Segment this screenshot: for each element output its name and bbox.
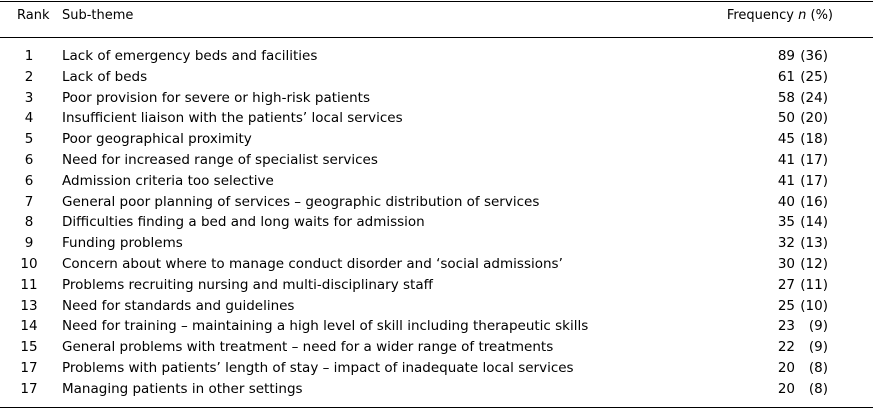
rank-cell: 14	[20, 318, 38, 335]
frequency-n-cell: 50	[777, 110, 795, 127]
rank-cell: 2	[24, 68, 34, 85]
sub-theme-cell: Concern about where to manage conduct disorder and ‘social admissions’	[62, 256, 563, 272]
rank-cell: 7	[24, 193, 34, 210]
rank-cell: 8	[24, 214, 34, 231]
table-row	[0, 296, 873, 317]
rank-cell: 9	[24, 235, 34, 252]
frequency-percent-cell: (16)	[800, 193, 828, 210]
rank-cell: 4	[24, 110, 34, 127]
sub-theme-cell: Funding problems	[62, 235, 183, 252]
frequency-percent-cell: (25)	[800, 68, 828, 85]
rank-cell: 17	[20, 380, 38, 397]
sub-theme-cell: Problems with patients’ length of stay – impact of inadequate local services	[62, 360, 574, 376]
table-row	[0, 108, 873, 129]
rank-cell: 17	[20, 360, 38, 376]
table-row	[0, 254, 873, 275]
frequency-percent-cell: (13)	[800, 235, 828, 252]
table-row	[0, 316, 873, 337]
rank-column-header: Rank	[17, 8, 50, 23]
sub-theme-cell: Lack of emergency beds and facilities	[62, 48, 318, 64]
frequency-percent-cell: (14)	[800, 214, 828, 231]
frequency-n-cell: 45	[777, 131, 795, 148]
sub-theme-cell: Admission criteria too selective	[62, 172, 274, 189]
sub-theme-cell: Poor geographical proximity	[62, 131, 252, 148]
frequency-percent-cell: (20)	[800, 110, 828, 127]
frequency-n-cell: 25	[777, 297, 795, 314]
table-row	[0, 150, 873, 171]
sub-theme-cell: Lack of beds	[62, 68, 148, 85]
sub-theme-cell: Poor provision for severe or high-risk patients	[62, 89, 370, 106]
frequency-n-cell: 20	[777, 360, 795, 376]
rank-cell: 15	[20, 339, 38, 356]
frequency-percent-cell: (17)	[800, 152, 828, 168]
sub-theme-cell: General problems with treatment – need for a wider range of treatments	[62, 339, 554, 356]
sub-theme-column-header: Sub-theme	[62, 8, 134, 23]
rank-cell: 1	[24, 48, 34, 64]
frequency-percent-cell: (8)	[808, 380, 828, 397]
frequency-n-cell: 58	[777, 89, 795, 106]
frequency-n-cell: 30	[777, 256, 795, 272]
sub-theme-cell: Difficulties finding a bed and long waits for admission	[62, 214, 425, 231]
frequency-header-prefix: Frequency	[726, 8, 799, 23]
table-row	[0, 337, 873, 358]
frequency-percent-cell: (9)	[808, 318, 828, 335]
table-row	[0, 67, 873, 88]
table-header-row	[0, 6, 873, 27]
frequency-percent-cell: (18)	[800, 131, 828, 148]
frequency-percent-cell: (17)	[800, 172, 828, 189]
header-rule	[0, 37, 873, 38]
frequency-percent-cell: (9)	[808, 339, 828, 356]
frequency-header-n: n	[798, 8, 807, 23]
top-rule	[0, 1, 873, 2]
frequency-column-header	[727, 6, 833, 27]
frequency-n-cell: 89	[777, 48, 795, 64]
frequency-n-cell: 27	[777, 276, 795, 293]
table-row	[0, 379, 873, 400]
table-row	[0, 46, 873, 67]
frequency-percent-cell: (8)	[808, 360, 828, 376]
frequency-percent-cell: (10)	[800, 297, 828, 314]
sub-theme-cell: Need for standards and guidelines	[62, 297, 295, 314]
table-row	[0, 171, 873, 192]
table-row	[0, 192, 873, 213]
frequency-percent-cell: (11)	[800, 276, 828, 293]
sub-theme-cell: Problems recruiting nursing and multi-disciplinary staff	[62, 276, 433, 293]
sub-theme-cell: Insufficient liaison with the patients’ local services	[62, 110, 403, 127]
frequency-n-cell: 41	[777, 152, 795, 168]
sub-theme-cell: General poor planning of services – geographic distribution of services	[62, 193, 540, 210]
frequency-n-cell: 23	[777, 318, 795, 335]
table-row	[0, 275, 873, 296]
table-row	[0, 233, 873, 254]
table-row	[0, 358, 873, 379]
frequency-n-cell: 35	[777, 214, 795, 231]
rank-cell: 6	[24, 172, 34, 189]
frequency-header-suffix: (%)	[806, 8, 833, 23]
sub-theme-cell: Need for increased range of specialist services	[62, 152, 378, 168]
frequency-n-cell: 61	[777, 68, 795, 85]
rank-cell: 5	[24, 131, 34, 148]
frequency-percent-cell: (36)	[800, 48, 828, 64]
rank-cell: 3	[24, 89, 34, 106]
frequency-n-cell: 32	[777, 235, 795, 252]
rank-cell: 10	[20, 256, 38, 272]
rank-cell: 6	[24, 152, 34, 168]
frequency-n-cell: 40	[777, 193, 795, 210]
table-row	[0, 88, 873, 109]
table-row	[0, 129, 873, 150]
sub-theme-cell: Need for training – maintaining a high level of skill including therapeutic skills	[62, 318, 589, 335]
frequency-n-cell: 41	[777, 172, 795, 189]
frequency-n-cell: 20	[777, 380, 795, 397]
frequency-n-cell: 22	[777, 339, 795, 356]
bottom-rule	[0, 407, 873, 408]
sub-theme-cell: Managing patients in other settings	[62, 380, 303, 397]
rank-cell: 13	[20, 297, 38, 314]
frequency-percent-cell: (12)	[800, 256, 828, 272]
rank-cell: 11	[20, 276, 38, 293]
table-row	[0, 212, 873, 233]
frequency-percent-cell: (24)	[800, 89, 828, 106]
